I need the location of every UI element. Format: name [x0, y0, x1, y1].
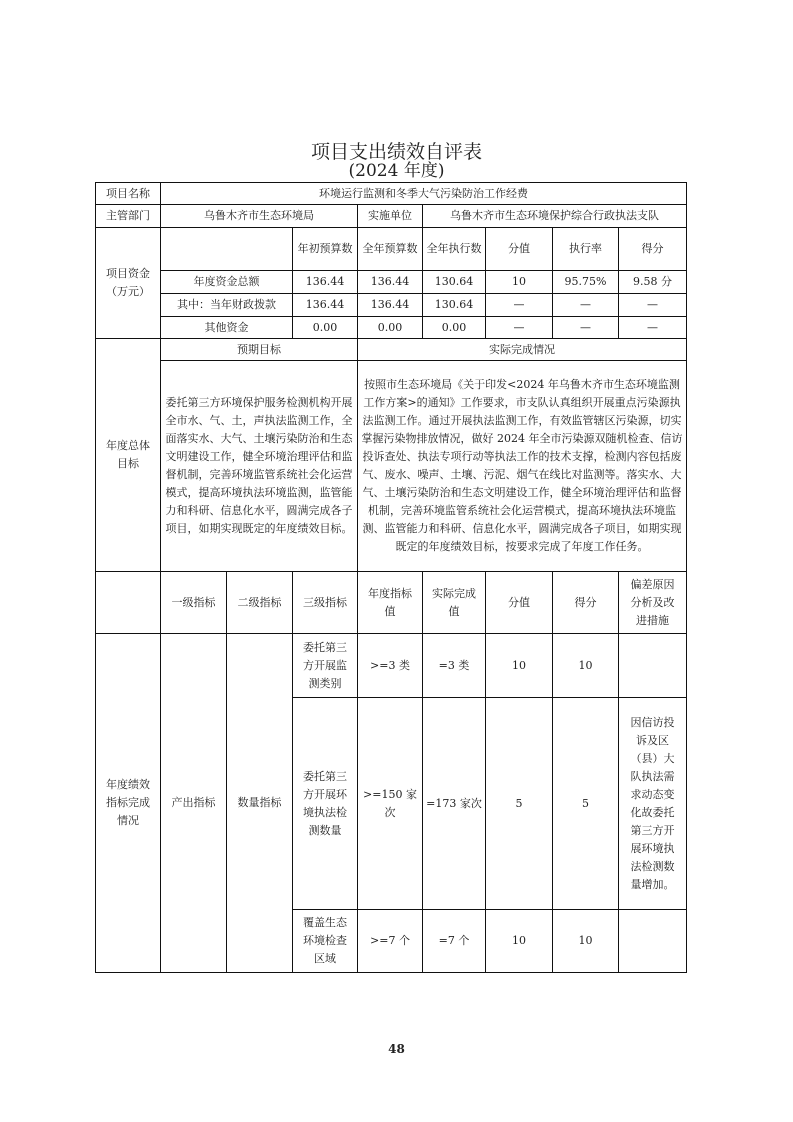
level2-indicator: 数量指标	[227, 634, 293, 973]
funds-row	[96, 271, 687, 294]
funds-cell: 136.44	[358, 294, 423, 317]
funds-row	[96, 294, 687, 317]
funds-col-4: 执行率	[553, 228, 619, 271]
score: 5	[553, 698, 619, 910]
indicator-row	[96, 634, 687, 698]
dept-value: 乌鲁木齐市生态环境局	[161, 205, 358, 228]
actual-header: 实际完成情况	[358, 339, 687, 361]
indicator-col: 偏差原因分析及改进措施	[619, 572, 687, 634]
funds-row-name: 其他资金	[161, 317, 293, 339]
goals-body-row	[96, 361, 687, 572]
funds-cell: 95.75%	[553, 271, 619, 294]
actual-value: =173 家次	[423, 698, 486, 910]
expected-header: 预期目标	[161, 339, 358, 361]
funds-col-0: 年初预算数	[293, 228, 358, 271]
page-subtitle: (2024 年度)	[348, 161, 445, 181]
funds-cell: 0.00	[358, 317, 423, 339]
funds-col-2: 全年执行数	[423, 228, 486, 271]
level3-indicator: 委托第三方开展环境执法检测数量	[293, 698, 358, 910]
indicator-col: 实际完成值	[423, 572, 486, 634]
project-name-value: 环境运行监测和冬季大气污染防治工作经费	[161, 183, 687, 205]
expected-goal-text: 委托第三方环境保护服务检测机构开展全市水、气、土，声执法监测工作，全面落实水、大气、土壤污染防治和生态文明建设工作，健全环境治理评估和监督机制，完善环境监管系统社会化运营模式，提高环境执法环境监测，监管能力和科研、信息化水平，圆满完成各子项目，如期实现既定的年度绩效目标。	[161, 361, 358, 572]
funds-cell: —	[553, 317, 619, 339]
funds-cell: 130.64	[423, 294, 486, 317]
impl-label: 实施单位	[358, 205, 423, 228]
target-value: >=3 类	[358, 634, 423, 698]
indicator-col: 得分	[553, 572, 619, 634]
funds-row-name: 其中：当年财政拨款	[161, 294, 293, 317]
level3-indicator: 委托第三方开展监测类别	[293, 634, 358, 698]
funds-cell: 9.58 分	[619, 271, 687, 294]
funds-label	[96, 228, 161, 339]
indicator-col: 年度指标值	[358, 572, 423, 634]
indicator-col: 三级指标	[293, 572, 358, 634]
funds-col-3: 分值	[486, 228, 553, 271]
actual-value: =7 个	[423, 910, 486, 973]
funds-corner	[161, 228, 293, 271]
page-title: 项目支出绩效自评表	[310, 141, 482, 163]
impl-value: 乌鲁木齐市生态环境保护综合行政执法支队	[423, 205, 687, 228]
funds-cell: 0.00	[423, 317, 486, 339]
funds-cell: 136.44	[293, 271, 358, 294]
page-number: 48	[388, 1042, 405, 1056]
indicator-header-row	[96, 572, 687, 634]
actual-result-text: 按照市生态环境局《关于印发<2024 年乌鲁木齐市生态环境监测工作方案>的通知》工作要求，市支队认真组织开展重点污染源执法监测工作。通过开展执法监测工作，有效监管辖区污染源，切实掌握污染物排放情况，做好 2024 年全市污染源双随机检查、信访投诉查处、执法专项行动等执法工作的技术支撑，检测内容包括废气、废水、噪声、土壤、污泥、烟气在线比对监测等。落实水、大气、土壤污染防治和生态文明建设工作，健全环境治理评估和监督机制，完善环境监管系统社会化运营模式，提高环境执法环境监测、监管能力和科研、信息化水平，圆满完成各子项目，如期实现既定的年度绩效目标，按要求完成了年度工作任务。	[358, 361, 687, 572]
indicator-col: 一级指标	[161, 572, 227, 634]
funds-header-row	[96, 228, 687, 271]
deviation-note: 因信访投诉及区（县）大队执法需求动态变化故委托第三方开展环境执法检测数量增加。	[619, 698, 687, 910]
funds-cell: —	[553, 294, 619, 317]
target-value: >=7 个	[358, 910, 423, 973]
funds-row	[96, 317, 687, 339]
funds-cell: —	[619, 317, 687, 339]
funds-cell: 130.64	[423, 271, 486, 294]
funds-col-1: 全年预算数	[358, 228, 423, 271]
indicator-corner	[96, 572, 161, 634]
funds-label-line1: 项目资金	[106, 267, 150, 280]
department-row	[96, 205, 687, 228]
project-name-label: 项目名称	[96, 183, 161, 205]
actual-value: =3 类	[423, 634, 486, 698]
goals-label: 年度总体目标	[96, 339, 161, 572]
score-value: 5	[486, 698, 553, 910]
funds-col-5: 得分	[619, 228, 687, 271]
funds-cell: 10	[486, 271, 553, 294]
indicator-col: 二级指标	[227, 572, 293, 634]
funds-cell: 136.44	[293, 294, 358, 317]
funds-label-line2: （万元）	[106, 285, 150, 298]
funds-row-name: 年度资金总额	[161, 271, 293, 294]
deviation-note	[619, 634, 687, 698]
score-value: 10	[486, 634, 553, 698]
indicator-section-label: 年度绩效指标完成情况	[96, 634, 161, 973]
level1-indicator: 产出指标	[161, 634, 227, 973]
funds-cell: —	[486, 294, 553, 317]
level3-indicator: 覆盖生态环境检查区域	[293, 910, 358, 973]
indicator-col: 分值	[486, 572, 553, 634]
deviation-note	[619, 910, 687, 973]
score-value: 10	[486, 910, 553, 973]
performance-table	[95, 182, 687, 973]
goals-header-row	[96, 339, 687, 361]
score: 10	[553, 910, 619, 973]
funds-cell: —	[619, 294, 687, 317]
score: 10	[553, 634, 619, 698]
project-name-row	[96, 183, 687, 205]
funds-cell: 136.44	[358, 271, 423, 294]
funds-cell: —	[486, 317, 553, 339]
funds-cell: 0.00	[293, 317, 358, 339]
dept-label: 主管部门	[96, 205, 161, 228]
target-value: >=150 家次	[358, 698, 423, 910]
